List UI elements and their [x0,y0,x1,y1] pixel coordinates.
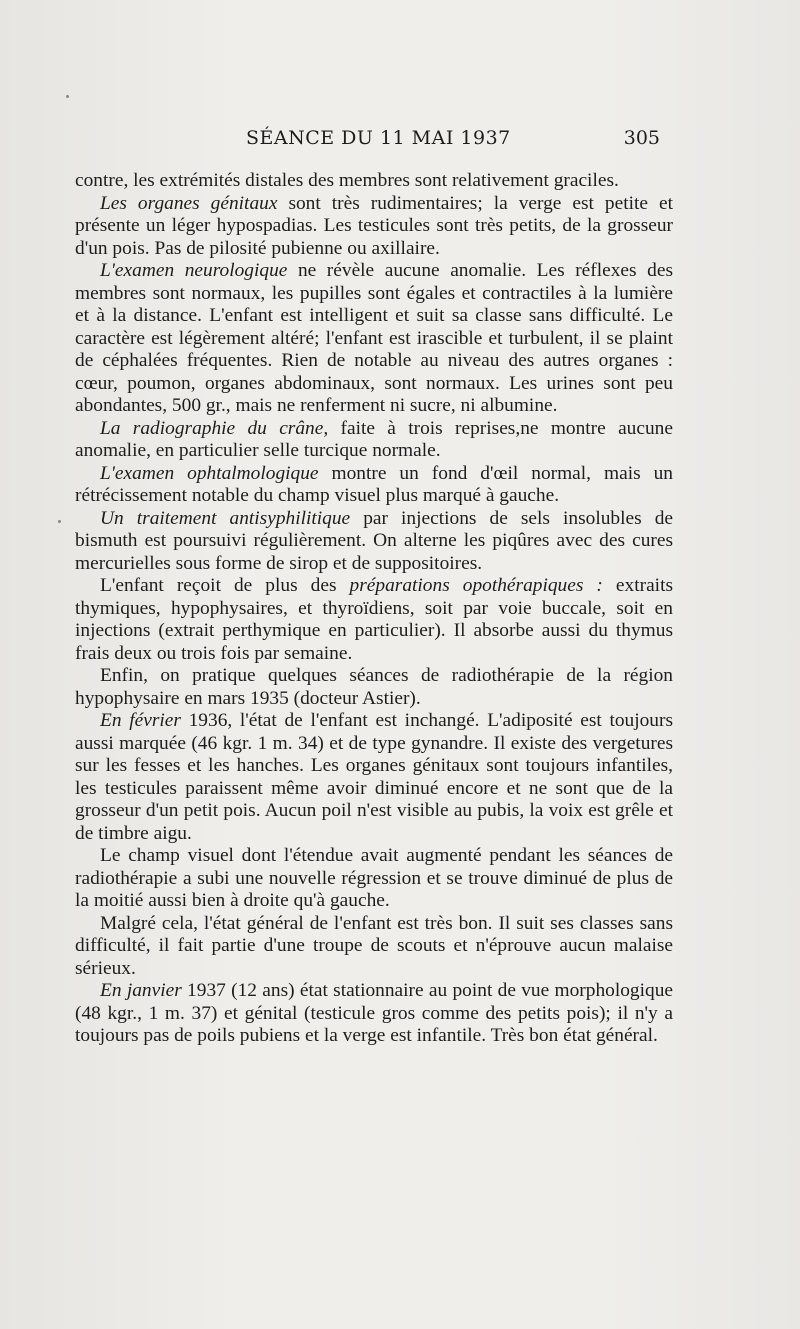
paragraph: Enfin, on pratique quelques séances de radiothérapie de la région hypophysaire en mars 1935 (docteur Astier). [75,665,673,709]
paragraph: La radiographie du crâne, faite à trois reprises,ne montre aucune anomalie, en particulier selle turcique normale. [75,417,673,461]
paragraph: L'enfant reçoit de plus des préparations opothérapiques : extraits thymiques, hypophysaires, et thyroïdiens, soit par voie buccale, soit en injections (extrait perthymique en particulier). Il absorbe aussi du thymus frais deux ou trois fois par semaine. [75,575,674,664]
header-title: SÉANCE DU 11 MAI 1937 [246,127,511,149]
paragraph: Malgré cela, l'état général de l'enfant est très bon. Il suit ses classes sans difficulté, il fait partie d'une troupe de scouts et n'éprouve aucun malaise sérieux. [75,912,673,979]
paragraph: En janvier 1937 (12 ans) état stationnaire au point de vue morphologique (48 kgr., 1 m. 37) et génital (testicule gros comme des petits pois); il n'y a toujours pas de poils pubiens et la verge est infantile. Très bon état général. [75,980,673,1046]
paragraph: L'examen ophtalmologique montre un fond d'œil normal, mais un rétrécissement notable du champ visuel plus marqué à gauche. [75,462,673,506]
paragraph: Les organes génitaux sont très rudimentaires; la verge est petite et présente un léger hypospadias. Les testicules sont très petits, de la grosseur d'un pois. Pas de pilosité pubienne ou axillaire. [75,192,673,259]
dust-speck [66,95,69,98]
paragraph: En février 1936, l'état de l'enfant est inchangé. L'adiposité est toujours aussi marquée (46 kgr. 1 m. 34) et de type gynandre. Il existe des vergetures sur les fesses et les hanches. Les organes génitaux sont toujours infantiles, les testicules paraissent même avoir diminué encore et ne sont que de la grosseur d'un petit pois. Aucun poil n'est visible au pubis, la voix est grêle et de timbre aigu. [75,710,674,844]
paragraph: contre, les extrémités distales des membres sont relativement graciles. [75,170,619,191]
dust-speck [58,520,61,523]
page-number: 305 [623,127,660,149]
paragraph: L'examen neurologique ne révèle aucune anomalie. Les réflexes des membres sont normaux, les pupilles sont égales et contractiles à la lumière et à la distance. L'enfant est intelligent et suit sa classe sans difficulté. Le caractère est légèrement altéré; l'enfant est irascible et turbulent, il se plaint de céphalées fréquentes. Rien de notable au niveau des autres organes : cœur, poumon, organes abdominaux, sont normaux. Les urines sont peu abondantes, 500 gr., mais ne renferment ni sucre, ni albumine. [75,260,673,416]
body-text [75,170,673,1048]
running-header [76,127,672,155]
paragraph: Un traitement antisyphilitique par injections de sels insolubles de bismuth est poursuivi régulièrement. On alterne les piqûres avec des cures mercurielles sous forme de sirop et de suppositoires. [75,507,673,574]
paragraph: Le champ visuel dont l'étendue avait augmenté pendant les séances de radiothérapie a subi une nouvelle régression et se trouve diminué de plus de la moitié aussi bien à droite qu'à gauche. [75,845,673,911]
